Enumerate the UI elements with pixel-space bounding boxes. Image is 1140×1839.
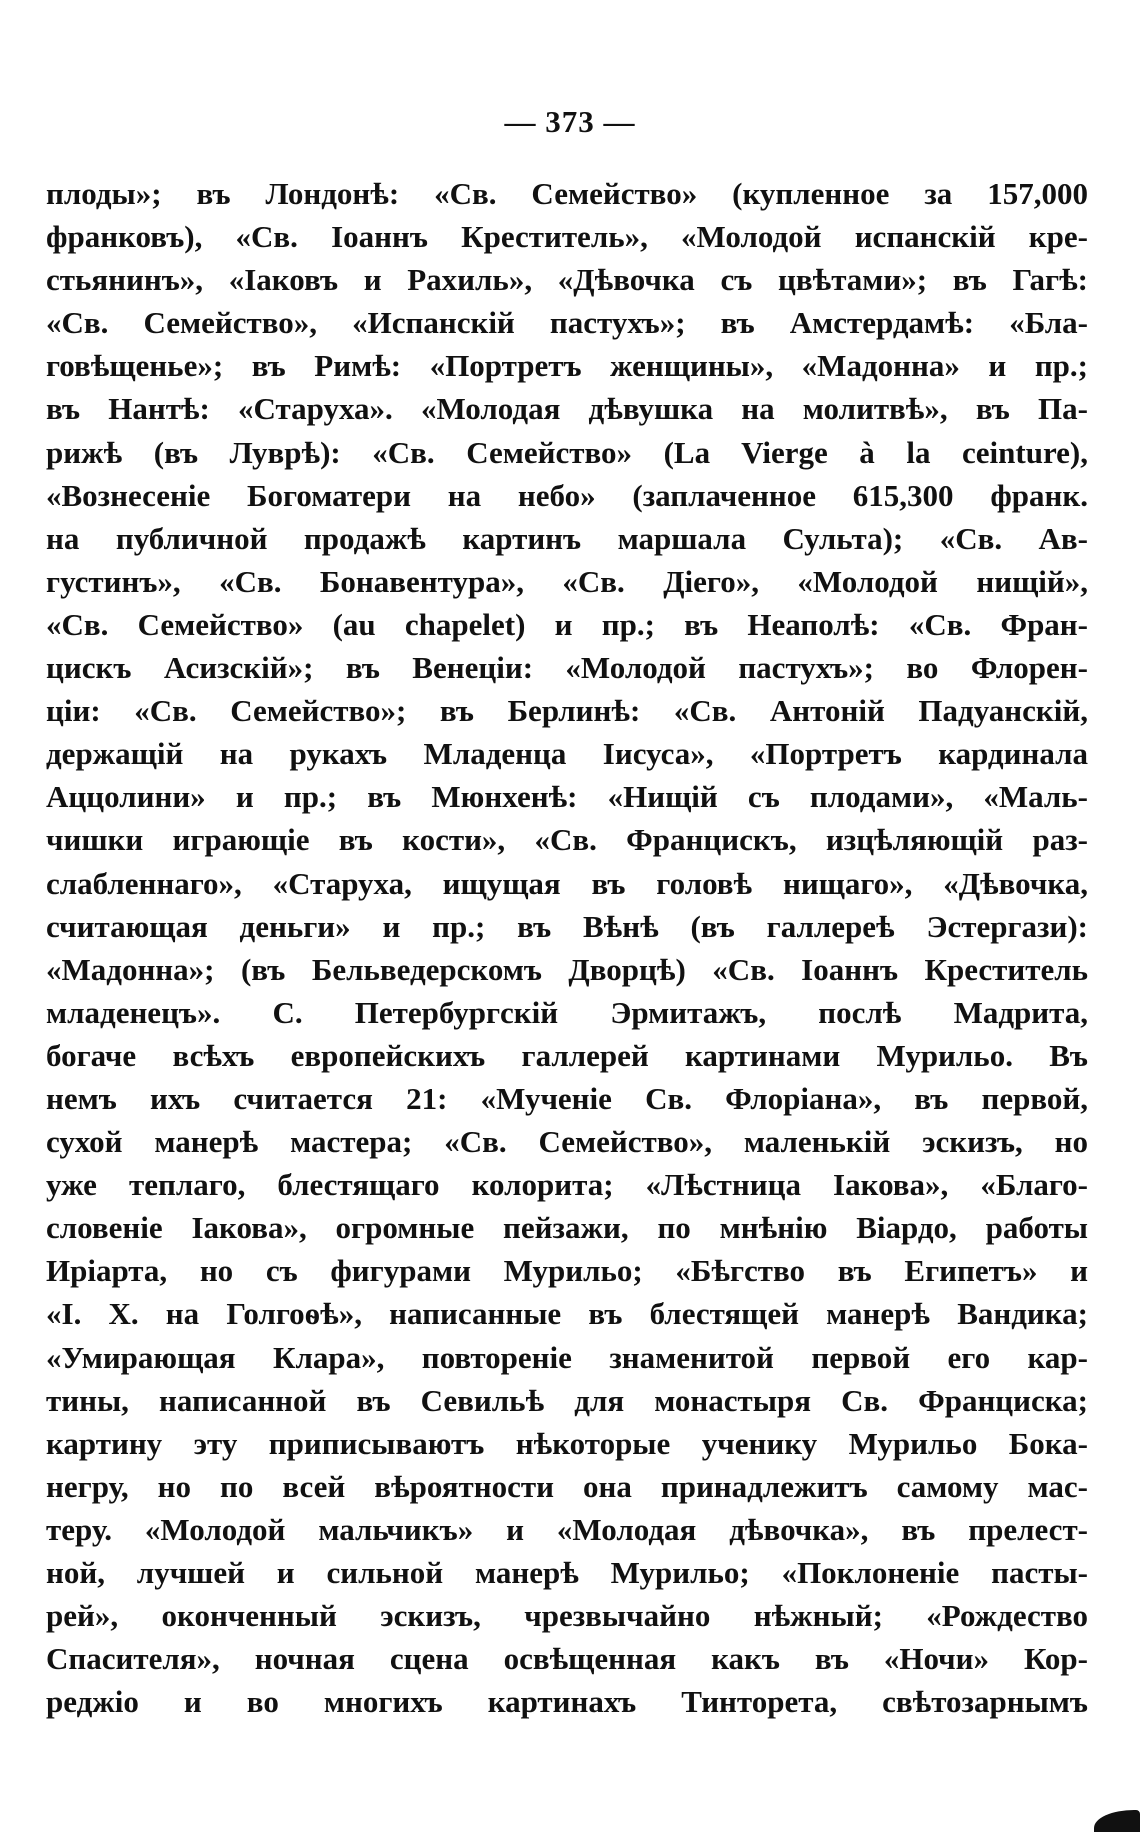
text-line: реджіо и во многихъ картинахъ Тинторета, свѣтозарнымъ — [46, 1684, 1088, 1720]
body-text — [46, 172, 1088, 1723]
text-line: рижѣ (въ Луврѣ): «Св. Семейство» (La Vierge à la ceinture), — [46, 434, 1088, 470]
text-line: сухой манерѣ мастера; «Св. Семейство», маленькій эскизъ, но — [46, 1124, 1088, 1160]
text-line: ціи: «Св. Семейство»; въ Берлинѣ: «Св. Антоній Падуанскій, — [46, 693, 1088, 729]
text-line: «Мадонна»; (въ Бельведерскомъ Дворцѣ) «Св. Іоаннъ Креститель — [46, 951, 1088, 987]
text-line: густинъ», «Св. Бонавентура», «Св. Діего», «Молодой нищій», — [46, 563, 1088, 599]
text-line: ной, лучшей и сильной манерѣ Мурильо; «Поклоненіе пасты- — [46, 1555, 1088, 1590]
text-line: слабленнаго», «Старуха, ищущая въ головѣ нищаго», «Дѣвочка, — [46, 865, 1088, 901]
text-line: Иріарта, но съ фигурами Мурильо; «Бѣгство въ Египетъ» и — [46, 1253, 1088, 1289]
text-line: рей», оконченный эскизъ, чрезвычайно нѣжный; «Рождество — [46, 1598, 1088, 1634]
text-line: на публичной продажѣ картинъ маршала Сульта); «Св. Ав- — [46, 520, 1088, 556]
text-line: младенецъ». С. Петербургскій Эрмитажъ, послѣ Мадрита, — [46, 994, 1088, 1030]
text-line: «Умирающая Клара», повтореніе знаменитой первой его кар- — [46, 1339, 1088, 1375]
text-line: стьянинъ», «Іаковъ и Рахиль», «Дѣвочка съ цвѣтами»; въ Гагѣ: — [46, 262, 1088, 298]
text-line: теру. «Молодой мальчикъ» и «Молодая дѣвочка», въ прелест- — [46, 1511, 1088, 1547]
text-line: словеніе Іакова», огромные пейзажи, по мнѣнію Віардо, работы — [46, 1210, 1088, 1246]
text-line: «Св. Семейство», «Испанскій пастухъ»; въ Амстердамѣ: «Бла- — [46, 305, 1088, 341]
text-line: считающая деньги» и пр.; въ Вѣнѣ (въ галлереѣ Эстергази): — [46, 908, 1088, 944]
text-line: «Св. Семейство» (au chapelet) и пр.; въ Неаполѣ: «Св. Фран- — [46, 606, 1088, 642]
text-line: цискъ Асизскій»; въ Венеціи: «Молодой пастухъ»; во Флорен- — [46, 650, 1088, 686]
page-number: — 373 — — [504, 104, 636, 139]
text-line: говѣщенье»; въ Римѣ: «Портретъ женщины», «Мадонна» и пр.; — [46, 348, 1088, 384]
text-line: богаче всѣхъ европейскихъ галлерей картинами Мурильо. Въ — [46, 1037, 1088, 1073]
text-line: въ Нантѣ: «Старуха». «Молодая дѣвушка на молитвѣ», въ Па- — [46, 391, 1088, 427]
text-line: «Вознесеніе Богоматери на небо» (заплаченное 615,300 франк. — [46, 477, 1088, 513]
text-line: франковъ), «Св. Іоаннъ Креститель», «Молодой испанскій кре- — [46, 219, 1088, 255]
text-line: держащій на рукахъ Младенца Іисуса», «Портретъ кардинала — [46, 736, 1088, 772]
text-line: чишки играющіе въ кости», «Св. Францискъ, изцѣляющій раз- — [46, 822, 1088, 858]
text-line: негру, но по всей вѣроятности она принадлежитъ самому мас- — [46, 1468, 1088, 1504]
ink-blot — [1094, 1810, 1140, 1832]
text-line: картину эту приписываютъ нѣкоторые ученику Мурильо Бока- — [46, 1425, 1088, 1461]
text-line: тины, написанной въ Севильѣ для монастыря Св. Франциска; — [46, 1382, 1088, 1418]
text-line: Спасителя», ночная сцена освѣщенная какъ въ «Ночи» Кор- — [46, 1641, 1088, 1677]
text-line: Аццолини» и пр.; въ Мюнхенѣ: «Нищій съ плодами», «Маль- — [46, 779, 1088, 815]
text-line: плоды»; въ Лондонѣ: «Св. Семейство» (купленное за 157,000 — [46, 176, 1088, 211]
text-line: уже теплаго, блестящаго колорита; «Лѣстница Іакова», «Благо- — [46, 1167, 1088, 1203]
text-line: немъ ихъ считается 21: «Мученіе Св. Флоріана», въ первой, — [46, 1080, 1088, 1116]
text-line: «І. Х. на Голгоѳѣ», написанные въ блестящей манерѣ Вандика; — [46, 1296, 1088, 1332]
